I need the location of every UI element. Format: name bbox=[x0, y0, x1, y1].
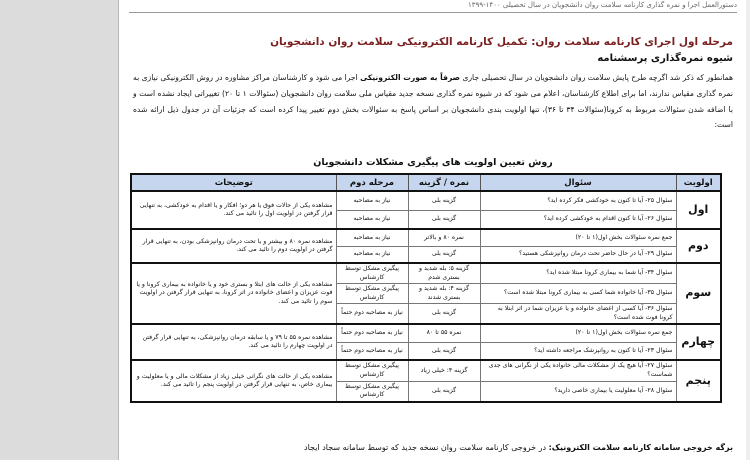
section-heading: مرحله اول اجرای کارنامه سلامت روان: تکمیل کارنامه الکترونیکی سلامت روان دانشجویان bbox=[270, 36, 733, 48]
question-cell: جمع نمره سئوالات بخش اول(۱ تا ۲۰) bbox=[480, 229, 676, 246]
score-cell: گزینه بلی bbox=[408, 304, 480, 325]
score-cell: گزینه بلی bbox=[408, 210, 480, 229]
stage-cell: نیاز به مصاحبه دوم حتماً bbox=[336, 324, 408, 342]
notes-cell: مشاهده یکی از حالت های نگرانی خیلی زیاد از مشکلات مالی و یا معلولیت و بیماری خاص، به تنهایی قرار گرفتن در اولویت پنجم را تائید می کند. bbox=[131, 360, 336, 402]
stage-cell: نیاز به مصاحبه دوم حتماً bbox=[336, 304, 408, 325]
stage-cell: پیگیری مشکل توسط کارشناس bbox=[336, 284, 408, 304]
question-cell: سئوال ۲۵- آیا تا کنون به خودکشی فکر کرده اید؟ bbox=[480, 191, 676, 210]
notes-cell: مشاهده نمره ۸۰ و بیشتر و یا تحت درمان روانپزشکی بودن، به تنهایی قرار گرفتن در اولویت دوم را تائید می کند. bbox=[131, 229, 336, 263]
question-cell: سئوال ۲۸- آیا معلولیت یا بیماری خاصی دارید؟ bbox=[480, 381, 676, 402]
priority-table bbox=[130, 173, 722, 403]
priority-cell: پنجم bbox=[676, 360, 721, 402]
vertical-scrollbar[interactable] bbox=[746, 0, 750, 460]
notes-cell: مشاهده نمره ۵۵ تا ۷۹ و یا سابقه درمان روانپزشکی، به تنهایی قرار گرفتن در اولویت چهارم را تائید می کند. bbox=[131, 324, 336, 360]
priority-cell: چهارم bbox=[676, 324, 721, 360]
output-sheet-paragraph bbox=[133, 443, 733, 452]
stage-cell: نیاز به مصاحبه bbox=[336, 191, 408, 210]
score-cell: گزینه بلی bbox=[408, 381, 480, 402]
priority-cell: سوم bbox=[676, 263, 721, 324]
header-priority: اولویت bbox=[676, 174, 721, 191]
score-cell: نمره ۵۵ تا ۸۰ bbox=[408, 324, 480, 342]
score-cell: گزینه ۵: بله شدید و بستری شدم bbox=[408, 263, 480, 284]
score-cell: نمره ۸۰ و بالاتر bbox=[408, 229, 480, 246]
stage-cell: پیگیری مشکل توسط کارشناس bbox=[336, 360, 408, 381]
header-notes: توضیحات bbox=[131, 174, 336, 191]
question-cell: جمع نمره سئوالات بخش اول(۱ تا ۲۰) bbox=[480, 324, 676, 342]
header-score: نمره / گزینه bbox=[408, 174, 480, 191]
question-cell: سئوال ۳۵- آیا خانواده شما کسی به بیماری کرونا مبتلا شده است؟ bbox=[480, 284, 676, 304]
score-cell: گزینه ۴: بله شدید و بستری شدند bbox=[408, 284, 480, 304]
stage-cell: پیگیری مشکل توسط کارشناس bbox=[336, 381, 408, 402]
header-stage: مرحله دوم bbox=[336, 174, 408, 191]
question-cell: سئوال ۲۷- آیا هیچ یک از مشکلات مالی خانواده یکی از نگرانی های جدی شماست؟ bbox=[480, 360, 676, 381]
priority-cell: دوم bbox=[676, 229, 721, 263]
table-row bbox=[131, 191, 721, 210]
paragraph-bold: صرفاً به صورت الکترونیکی bbox=[360, 73, 461, 82]
paragraph-part-2: اجرا می شود و کارشناسان مراکز مشاوره در روش الکترونیکی نیازی به نمره گذاری مقیاس ندارند، اما برای اطلاع کارشناسان، اعلام می شود که در شیوه نمره گذاری نسخه جدید مقیاس ملی سلامت روان دانشجویان (سئوالات ۱ تا ۲۰) تغییراتی ایجاد نشده است و با اضافه شدن سئوالات مربوط به کرونا(سئوالات ۳۴ تا ۳۶)، تنها اولویت بندی دانشجویان بر اساس پاسخ به سئوالات بخش دوم تغییر پیدا کرده است که جزئیات آن در جدول ذیل ارائه شده است: bbox=[133, 73, 733, 130]
question-cell: سئوال ۲۹- آیا در حال حاضر تحت درمان روانپزشکی هستید؟ bbox=[480, 246, 676, 263]
score-cell: گزینه بلی bbox=[408, 246, 480, 263]
running-header: دستورالعمل اجرا و نمره گذاری کارنامه سلامت روان دانشجویان در سال تحصیلی ۱۴۰۰-۱۳۹۹ bbox=[129, 0, 737, 13]
notes-cell: مشاهده یکی از حالت های ابتلا و بستری خود و یا خانواده به بیماری کرونا و یا فوت عزیزان و اعضای خانواده در اثر کرونا، به تنهایی قرار گرفتن در اولویت سوم را تائید می کند. bbox=[131, 263, 336, 324]
score-cell: گزینه بلی bbox=[408, 191, 480, 210]
table-title: روش تعیین اولویت های پیگیری مشکلات دانشجویان bbox=[313, 157, 553, 168]
table-row bbox=[131, 263, 721, 284]
score-cell: گزینه بلی bbox=[408, 342, 480, 360]
priority-cell: اول bbox=[676, 191, 721, 229]
header-question: سئوال bbox=[480, 174, 676, 191]
score-cell: گزینه ۴: خیلی زیاد bbox=[408, 360, 480, 381]
stage-cell: نیاز به مصاحبه bbox=[336, 229, 408, 246]
stage-cell: پیگیری مشکل توسط کارشناس bbox=[336, 263, 408, 284]
table-row bbox=[131, 360, 721, 381]
table-row bbox=[131, 324, 721, 342]
sub-heading: شیوه نمره‌گذاری پرسشنامه bbox=[597, 53, 733, 64]
output-sheet-label: برگه خروجی سامانه کارنامه سلامت الکترونیک: bbox=[548, 443, 733, 452]
table-header-row bbox=[131, 174, 721, 191]
document-page bbox=[118, 0, 748, 460]
paragraph-part-1: همانطور که ذکر شد اگرچه طرح پایش سلامت روان دانشجویان در سال تحصیلی جاری bbox=[460, 73, 734, 82]
body-paragraph bbox=[133, 70, 733, 133]
question-cell: سئوال ۲۶- آیا تا کنون اقدام به خودکشی کرده اید؟ bbox=[480, 210, 676, 229]
stage-cell: نیاز به مصاحبه bbox=[336, 246, 408, 263]
table-row bbox=[131, 229, 721, 246]
question-cell: سئوال ۳۴- آیا شما به بیماری کرونا مبتلا شده اید؟ bbox=[480, 263, 676, 284]
stage-cell: نیاز به مصاحبه دوم حتماً bbox=[336, 342, 408, 360]
question-cell: سئوال ۲۳- آیا تا کنون به روانپزشک مراجعه داشته اید؟ bbox=[480, 342, 676, 360]
notes-cell: مشاهده یکی از حالات فوق یا هر دو؛ افکار و یا اقدام به خودکشی، به تنهایی قرار گرفتن در اولویت اول را تائید می کند. bbox=[131, 191, 336, 229]
question-cell: سئوال ۳۶- آیا کسی از اعضای خانواده و یا عزیزان شما در اثر ابتلا به کرونا فوت شده است؟ bbox=[480, 304, 676, 325]
output-sheet-text: در خروجی کارنامه سلامت روان نسخه جدید که توسط سامانه سجاد ایجاد bbox=[304, 443, 549, 452]
stage-cell: نیاز به مصاحبه bbox=[336, 210, 408, 229]
